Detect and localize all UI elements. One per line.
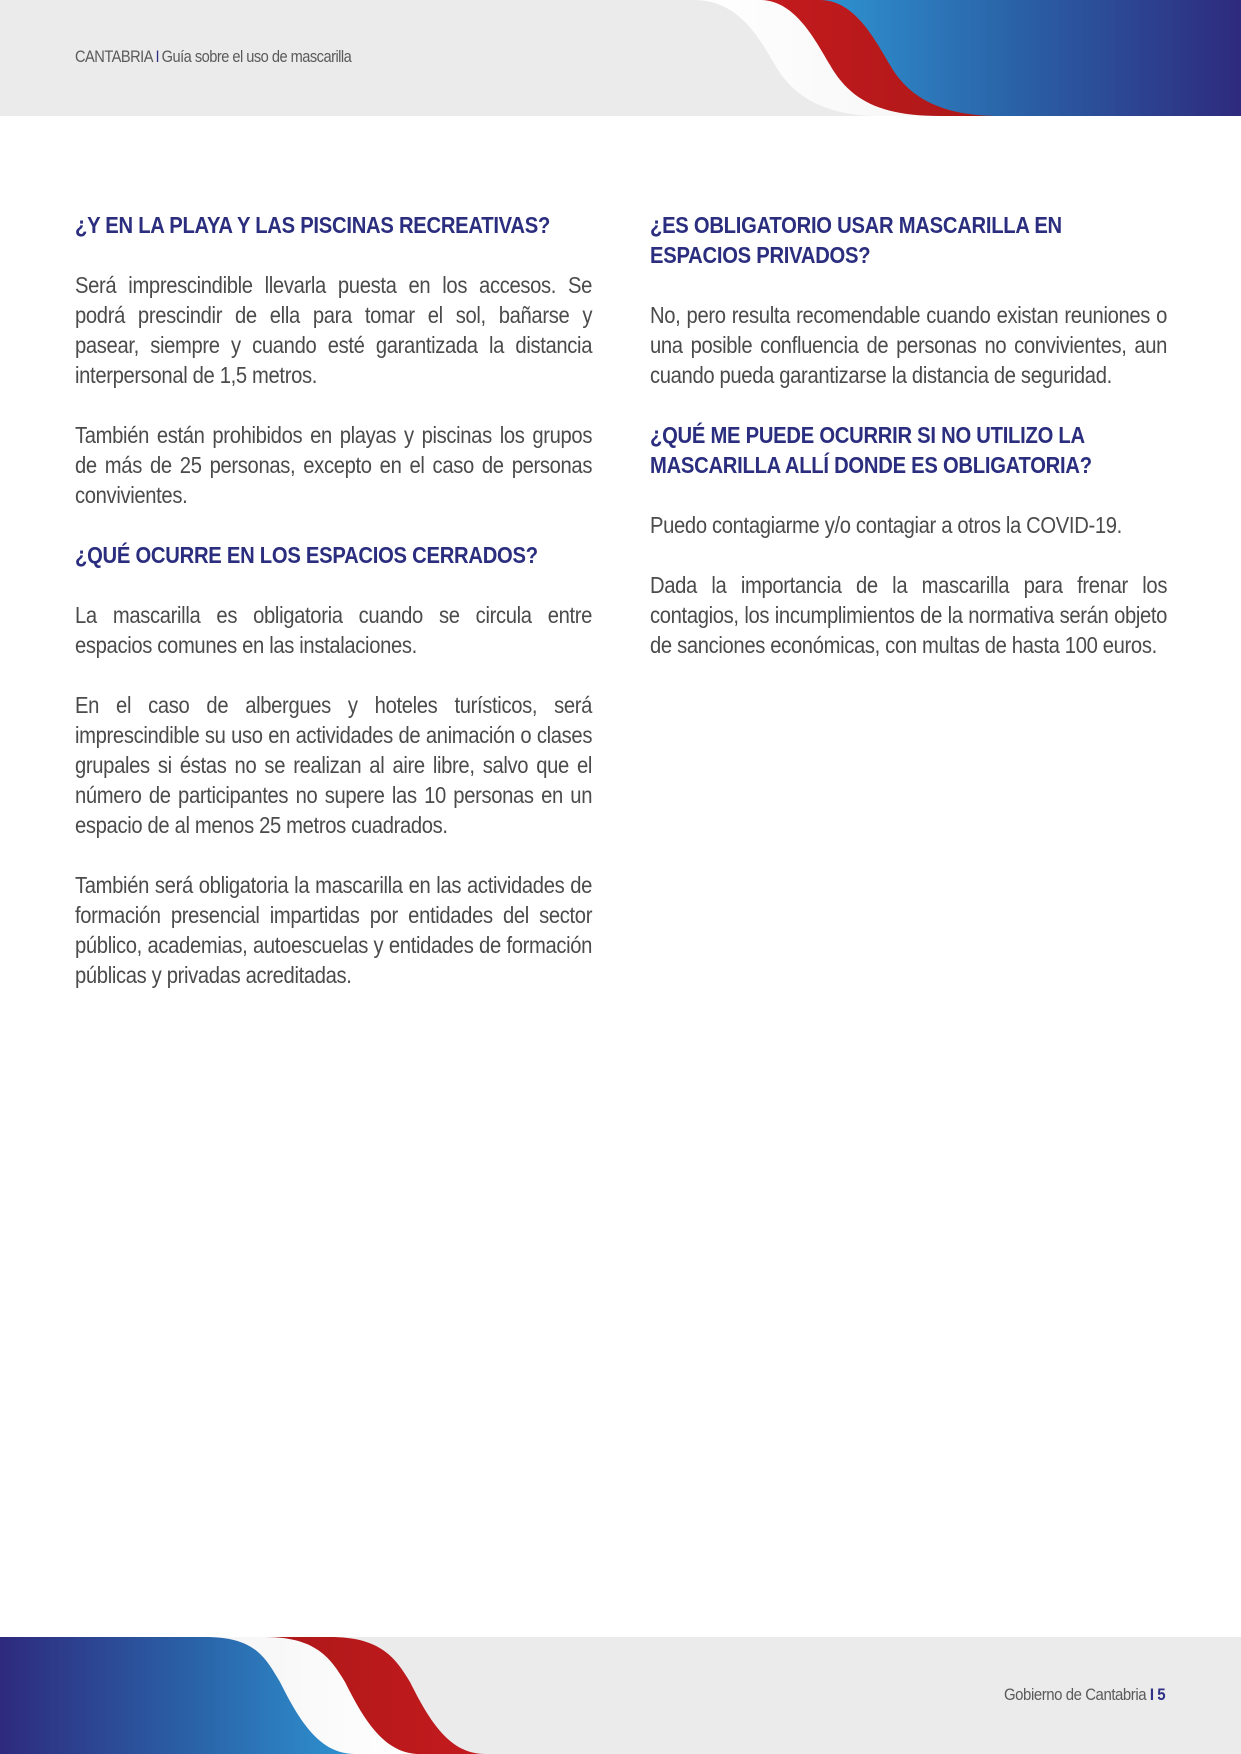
left-column	[75, 210, 592, 1020]
body-paragraph: También será obligatoria la mascarilla en las actividades de formación presencial impartidas por entidades del sector público, academias, autoescuelas y entidades de formación públicas y privadas acreditadas.	[75, 872, 593, 988]
section-heading: ¿ES OBLIGATORIO USAR MASCARILLA EN ESPACIOS PRIVADOS?	[650, 212, 1062, 268]
footer-label	[1004, 1685, 1165, 1705]
body-paragraph: Dada la importancia de la mascarilla para frenar los contagios, los incumplimientos de la normativa serán objeto de sanciones económicas, con multas de hasta 100 euros.	[650, 572, 1168, 658]
header-doc-title: Guía sobre el uso de mascarilla	[161, 47, 352, 66]
section-heading: ¿QUÉ OCURRE EN LOS ESPACIOS CERRADOS?	[75, 542, 538, 568]
page-footer	[0, 1637, 1241, 1754]
header-title	[75, 47, 351, 67]
body-paragraph: En el caso de albergues y hoteles turísticos, será imprescindible su uso en actividades de animación o clases grupales si éstas no se realizan al aire libre, salvo que el número de participantes no supere las 10 personas en un espacio de al menos 25 metros cuadrados.	[75, 692, 593, 838]
header-separator: I	[155, 47, 160, 66]
header-brand: CANTABRIA	[75, 47, 153, 66]
right-column	[650, 210, 1167, 690]
body-paragraph: Puedo contagiarme y/o contagiar a otros la COVID-19.	[650, 512, 1122, 538]
body-paragraph: También están prohibidos en playas y piscinas los grupos de más de 25 personas, excepto en el caso de personas convivientes.	[75, 422, 593, 508]
body-paragraph: Será imprescindible llevarla puesta en los accesos. Se podrá prescindir de ella para tomar el sol, bañarse y pasear, siempre y cuando esté garantizada la distancia interpersonal de 1,5 metros.	[75, 272, 593, 388]
footer-organization: Gobierno de Cantabria	[1003, 1685, 1146, 1704]
footer-separator: I	[1149, 1685, 1154, 1704]
section-heading: ¿QUÉ ME PUEDE OCURRIR SI NO UTILIZO LA MASCARILLA ALLÍ DONDE ES OBLIGATORIA?	[650, 422, 1092, 478]
section-heading: ¿Y EN LA PLAYA Y LAS PISCINAS RECREATIVAS?	[75, 212, 551, 238]
page-header	[0, 0, 1241, 116]
page-number: 5	[1157, 1685, 1165, 1704]
body-paragraph: No, pero resulta recomendable cuando existan reuniones o una posible confluencia de personas no convivientes, aun cuando pueda garantizarse la distancia de seguridad.	[650, 302, 1168, 388]
body-paragraph: La mascarilla es obligatoria cuando se circula entre espacios comunes en las instalaciones.	[75, 602, 593, 658]
